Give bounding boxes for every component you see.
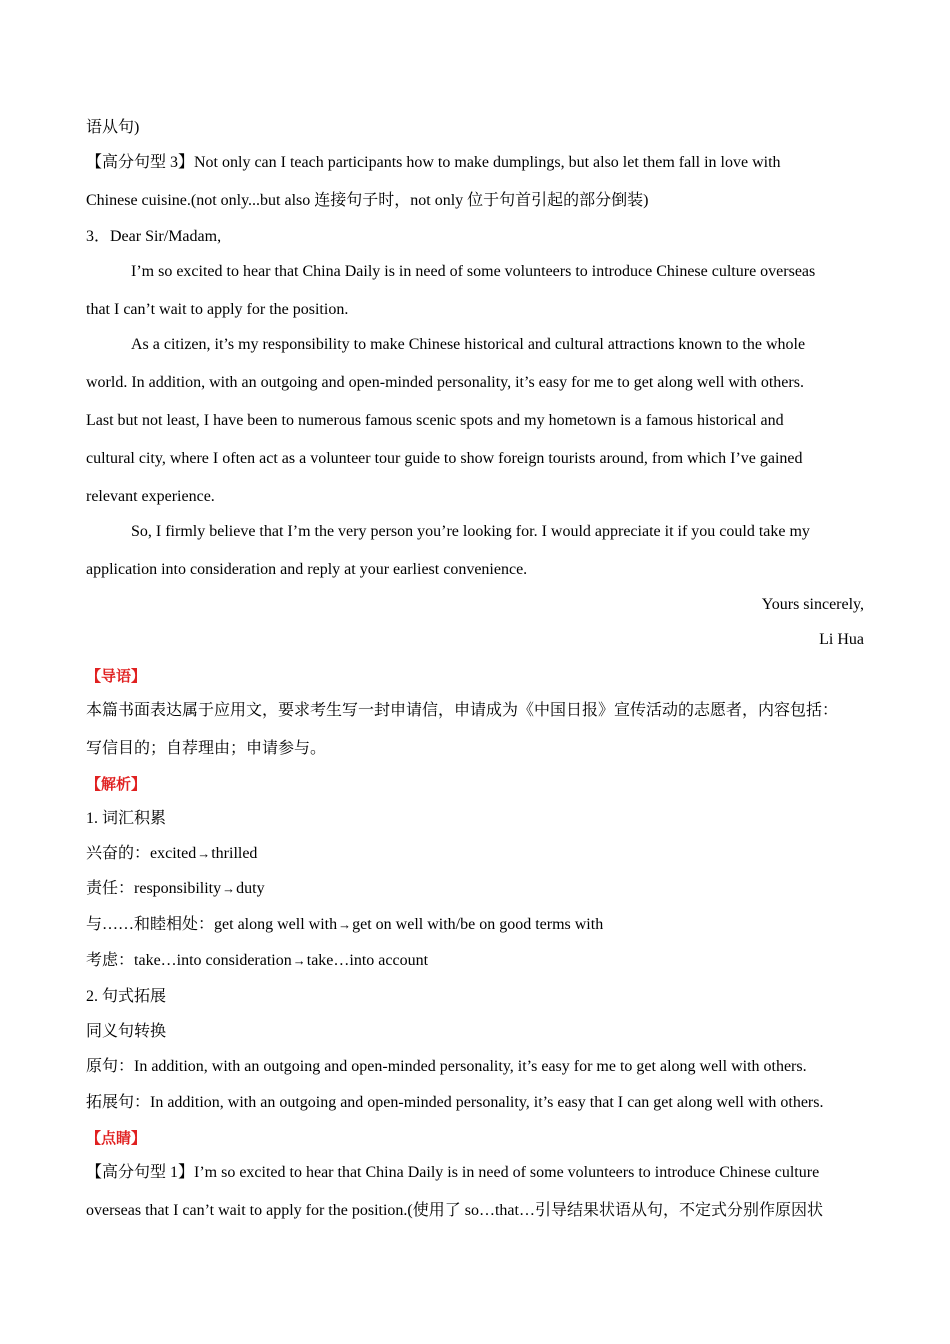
letter-para3-line: application into consideration and reply at your earliest convenience. <box>86 561 528 578</box>
right-arrow-icon: → <box>222 881 236 896</box>
analysis-heading: 【解析】 <box>86 775 147 793</box>
highlight-line1: 【高分句型 1】I’m so excited to hear that China Daily is in need of some volunteers to introduce Chinese culture <box>86 1164 820 1181</box>
vocab-cn: 兴奋的： <box>86 845 151 862</box>
letter-para2-line: relevant experience. <box>86 488 215 505</box>
vocab-original: take…into consideration <box>134 952 292 969</box>
intro-line: 本篇书面表达属于应用文，要求考生写一封申请信，申请成为《中国日报》宣传活动的志愿者，内容包括： <box>86 702 839 719</box>
vocab-row <box>86 879 265 899</box>
highlight-heading: 【点睛】 <box>86 1129 147 1147</box>
highlight-line2: overseas that I can’t wait to apply for the position.(使用了 so…that…引导结果状语从句，不定式分别作原因状 <box>86 1202 823 1219</box>
vocab-original: get along well with <box>214 916 338 933</box>
vocab-cn: 考虑： <box>86 952 135 969</box>
right-arrow-icon: → <box>338 917 352 932</box>
vocab-row <box>86 844 257 864</box>
letter-para2-line: cultural city, where I often act as a volunteer tour guide to show foreign tourists around, from which I’ve gained <box>86 450 803 467</box>
vocab-alternative: thrilled <box>211 845 258 862</box>
letter-para2-line: world. In addition, with an outgoing and open-minded personality, it’s easy for me to get along well with others. <box>86 374 804 391</box>
prev-point3-line1: 【高分句型 3】Not only can I teach participants how to make dumplings, but also let them fall in love with <box>86 154 781 171</box>
vocab-original: excited <box>150 845 197 862</box>
letter-signature: Li Hua <box>819 631 864 648</box>
letter-salutation: 3．Dear Sir/Madam, <box>86 228 222 245</box>
letter-para3-line: So, I firmly believe that I’m the very person you’re looking for. I would appreciate it if you could take my <box>131 523 810 540</box>
letter-para1-line: that I can’t wait to apply for the position. <box>86 301 349 318</box>
expanded-sentence: 拓展句：In addition, with an outgoing and open-minded personality, it’s easy that I can get along well with others. <box>86 1094 824 1111</box>
sentence-title: 2. 句式拓展 <box>86 988 167 1005</box>
vocab-original: responsibility <box>134 880 222 897</box>
vocab-row <box>86 915 603 935</box>
original-sentence: 原句：In addition, with an outgoing and open-minded personality, it’s easy for me to get along well with others. <box>86 1058 807 1075</box>
vocab-cn: 与……和睦相处： <box>86 916 215 933</box>
letter-para2-line: Last but not least, I have been to numerous famous scenic spots and my hometown is a famous historical and <box>86 412 784 429</box>
vocab-alternative: get on well with/be on good terms with <box>352 916 604 933</box>
prev-point3-line2: Chinese cuisine.(not only...but also 连接句子时，not only 位于句首引起的部分倒装) <box>86 192 649 209</box>
letter-para1-line: I’m so excited to hear that China Daily is in need of some volunteers to introduce Chinese culture overseas <box>131 263 816 280</box>
letter-para2-line: As a citizen, it’s my responsibility to make Chinese historical and cultural attractions known to the whole <box>131 336 806 353</box>
synonym-title: 同义句转换 <box>86 1023 167 1040</box>
intro-heading: 【导语】 <box>86 667 147 685</box>
vocab-row <box>86 951 428 971</box>
right-arrow-icon: → <box>197 846 211 861</box>
letter-closing: Yours sincerely, <box>761 596 864 613</box>
vocab-alternative: duty <box>236 880 265 897</box>
right-arrow-icon: → <box>292 953 306 968</box>
intro-line: 写信目的；自荐理由；申请参与。 <box>86 740 327 757</box>
vocab-alternative: take…into account <box>306 952 429 969</box>
vocab-title: 1. 词汇积累 <box>86 810 167 827</box>
vocab-cn: 责任： <box>86 880 135 897</box>
prev-tail: 语从句) <box>86 119 140 136</box>
